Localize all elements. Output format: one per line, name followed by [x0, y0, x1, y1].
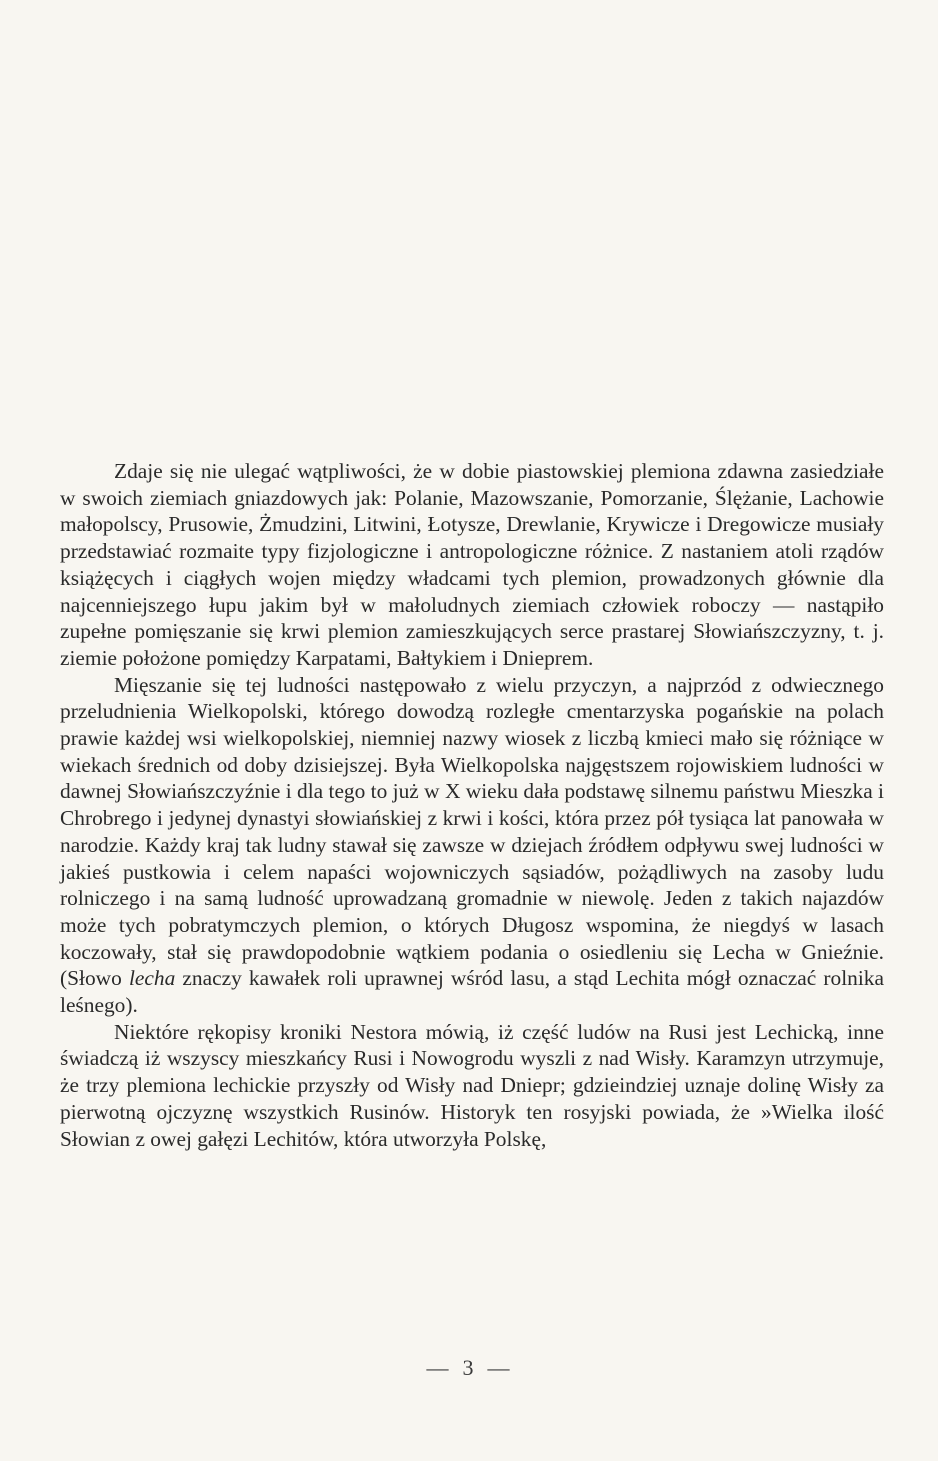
page-number: 3: [462, 1355, 476, 1380]
paragraph-1: [60, 458, 884, 672]
page-number-dash-right: —: [487, 1355, 512, 1380]
paragraph-2-italic-term: lecha: [128, 966, 176, 991]
paragraph-2: [60, 672, 884, 1019]
body-text: [60, 458, 884, 1152]
paragraph-3: [60, 1019, 884, 1153]
paragraph-1-text: Zdaje się nie ulegać wątpliwości, że w dobie piastowskiej plemiona zdawna zasiedziałe w swoich ziemiach gniazdowych jak: Polanie, Mazowszanie, Pomorzanie, Ślężanie, Lachowie małopolscy, Prusowie, Żmudzini, Litwini, Łotysze, Drewlanie, Krywicze i Dregowicze musiały przedstawiać rozmaite typy fizjologiczne i antropologiczne różnice. Z nastaniem atoli rządów książęcych i ciągłych wojen między władcami tych plemion, prowadzonych głównie dla najcenniejszego łupu jakim był w małoludnych ziemiach człowiek roboczy — nastąpiło zupełne pomięszanie się krwi plemion zamieszkujących serce prastarej Słowiańszczyzny, t. j. ziemie położone pomiędzy Karpatami, Bałtykiem i Dnieprem.: [60, 459, 884, 670]
page-number-footer: [0, 1355, 938, 1381]
paragraph-2-text-a: Mięszanie się tej ludności następowało z wielu przyczyn, a najprzód z odwiecznego przeludnienia Wielkopolski, którego dowodzą rozległe cmentarzyska pogańskie na polach prawie każdej wsi wielkopolskiej, niemniej nazwy wiosek z liczbą kmieci mało się różniące w wiekach średnich od doby dzisiejszej. Była Wielkopolska najgęstszem rojowiskiem ludności w dawnej Słowiańszczyźnie i dla tego to już w X wieku dała podstawę silnemu państwu Mieszka i Chrobrego i jedynej dynastyi słowiańskiej z krwi i kości, która przez pół tysiąca lat panowała w narodzie. Każdy kraj tak ludny stawał się zawsze w dziejach źródłem odpływu swej ludności w jakieś pustkowia i celem napaści wojowniczych sąsiadów, pożądliwych na zasoby ludu rolniczego i na samą ludność uprowadzaną gromadnie w niewolę. Jeden z takich najazdów może tych pobratymczych plemion, o których Długosz wspomina, że niegdyś w lasach koczowały, stał się prawdopodobnie wątkiem podania o osiedleniu się Lecha w Gnieźnie. (Słowo: [60, 672, 884, 991]
paragraph-2-text-b: znaczy kawałek roli uprawnej wśród lasu, a stąd Lechita mógł oznaczać rolnika leśnego).: [60, 966, 884, 1018]
paragraph-3-text: Niektóre rękopisy kroniki Nestora mówią, iż część ludów na Rusi jest Lechicką, inne świadczą iż wszyscy mieszkańcy Rusi i Nowogrodu wyszli z nad Wisły. Karamzyn utrzymuje, że trzy plemiona lechickie przyszły od Wisły nad Dniepr; gdzieindziej uznaje dolinę Wisły za pierwotną ojczyznę wszystkich Rusinów. Historyk ten rosyjski powiada, że »Wielka ilość Słowian z owej gałęzi Lechitów, która utworzyła Polskę,: [60, 1019, 884, 1151]
page-number-dash-left: —: [426, 1355, 451, 1380]
